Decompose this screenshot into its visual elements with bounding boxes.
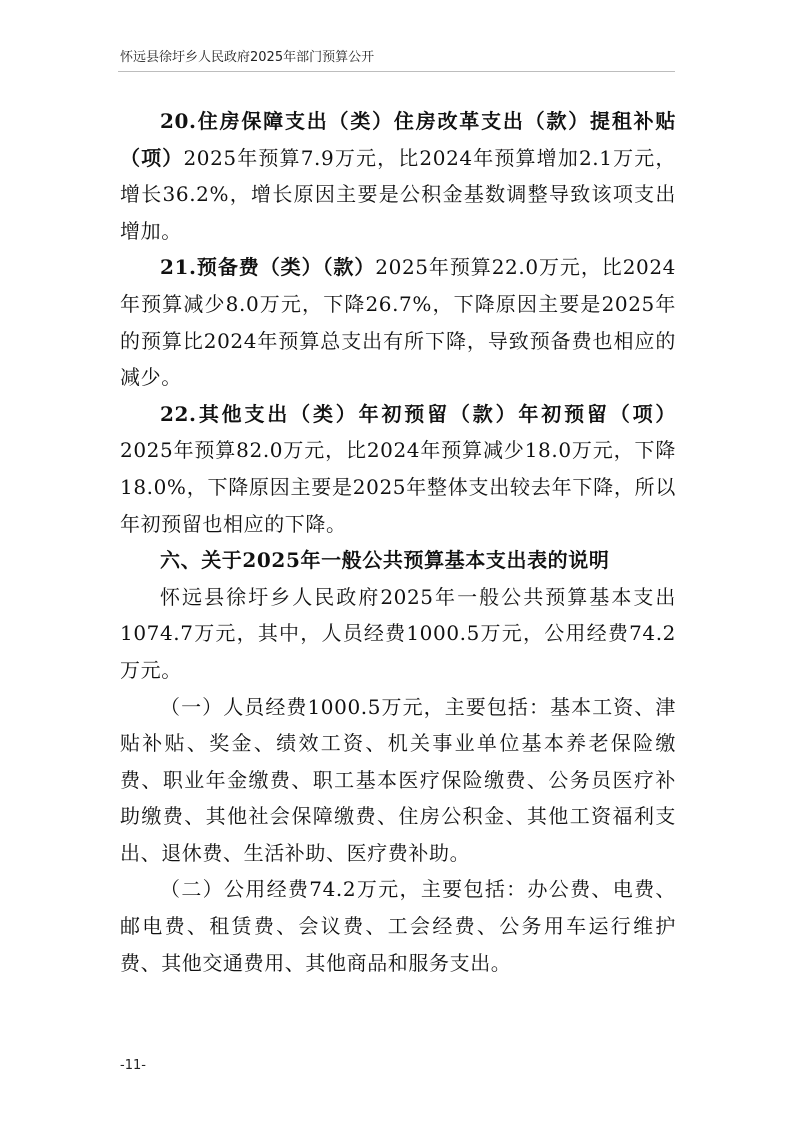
item-21-text: 2025年预算22.0万元，比2024年预算减少8.0万元，下降26.7%，下降原因主要是2025年的预算比2024年预算总支出有所下降，导致预备费也相应的减少。 <box>120 255 676 390</box>
personnel-expenses: （一）人员经费1000.5万元，主要包括：基本工资、津贴补贴、奖金、绩效工资、机关事业单位基本养老保险缴费、职业年金缴费、职工基本医疗保险缴费、公务员医疗补助缴费、其他社会保障缴费、住房公积金、其他工资福利支出、退休费、生活补助、医疗费补助。 <box>120 694 676 865</box>
section-title: 六、关于2025年一般公共预算基本支出表的说明 <box>160 548 610 573</box>
page-header: 怀远县徐圩乡人民政府2025年部门预算公开 <box>120 50 375 65</box>
item-22-paragraph <box>120 396 676 542</box>
item-20-paragraph <box>120 103 676 249</box>
page-number: -11- <box>120 1058 146 1073</box>
document-body <box>120 103 676 981</box>
item-20-text: 2025年预算7.9万元，比2024年预算增加2.1万元，增长36.2%，增长原因主要是公积金基数调整导致该项支出增加。 <box>120 145 676 243</box>
item-21-paragraph <box>120 249 676 395</box>
section-intro: 怀远县徐圩乡人民政府2025年一般公共预算基本支出1074.7万元，其中，人员经费1000.5万元，公用经费74.2万元。 <box>120 584 676 682</box>
item-20-heading: 20.住房保障支出（类）住房改革支出（款）提租补贴（项） <box>120 109 676 170</box>
item-22-text: 2025年预算82.0万元，比2024年预算减少18.0万元，下降18.0%，下降原因主要是2025年整体支出较去年下降，所以年初预留也相应的下降。 <box>120 438 676 536</box>
item-21-heading: 21.预备费（类）（款） <box>160 255 376 280</box>
public-expenses: （二）公用经费74.2万元，主要包括：办公费、电费、邮电费、租赁费、会议费、工会经费、公务用车运行维护费、其他交通费用、其他商品和服务支出。 <box>120 877 676 975</box>
item-22-heading: 22.其他支出（类）年初预留（款）年初预留（项） <box>160 401 676 426</box>
header-divider <box>118 71 675 72</box>
